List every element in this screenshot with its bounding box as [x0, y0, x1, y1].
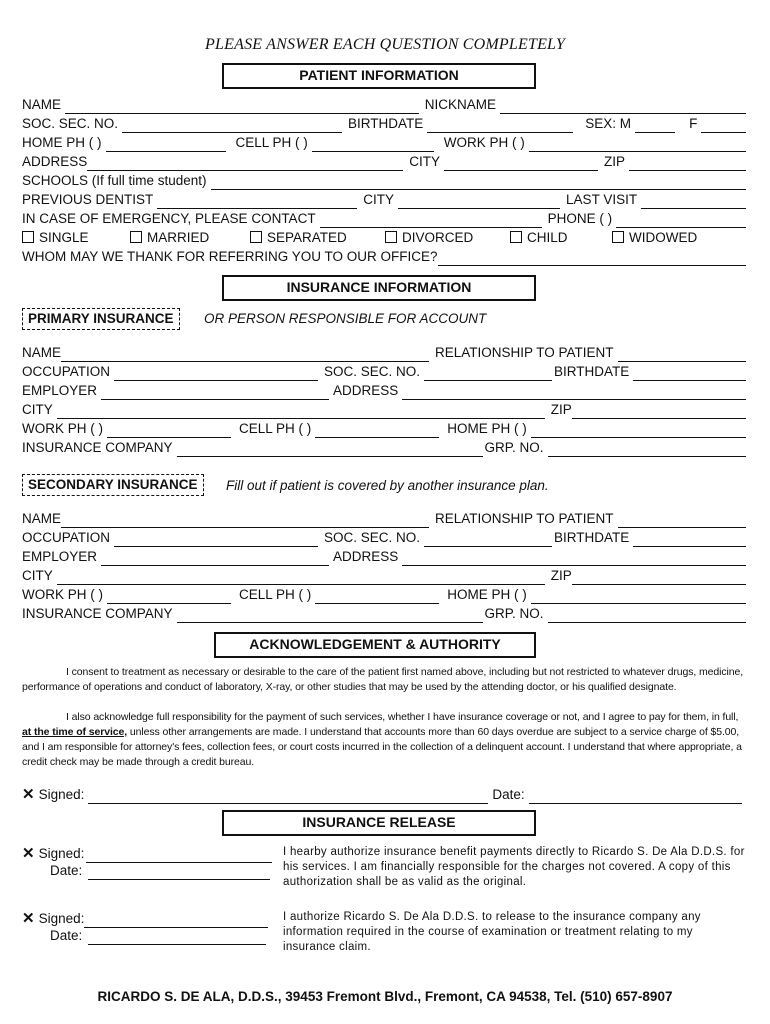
checkbox-icon	[250, 231, 262, 243]
primary-zip-field[interactable]	[572, 404, 746, 419]
checkbox-widowed[interactable]: WIDOWED	[612, 229, 697, 247]
insurance-information-heading: INSURANCE INFORMATION	[222, 275, 536, 301]
secondary-name-field[interactable]	[61, 513, 429, 528]
x-mark-icon: ✕	[22, 910, 35, 927]
insurance-release-heading: INSURANCE RELEASE	[222, 810, 536, 836]
primary-address-field[interactable]	[402, 385, 746, 400]
ack-signature-row: ✕ Signed: Date:	[22, 786, 742, 804]
release-authorization-text-2: I authorize Ricardo S. De Ala D.D.S. to release to the insurance company any information required in the course of examination or treatment relating to my insurance claim.	[283, 911, 701, 953]
primary-insurance-note: OR PERSON RESPONSIBLE FOR ACCOUNT	[204, 311, 487, 326]
marital-status-options	[22, 229, 746, 247]
patient-ssn-field[interactable]	[122, 118, 342, 133]
secondary-birthdate-field[interactable]	[633, 532, 746, 547]
primary-occupation-field[interactable]	[114, 366, 318, 381]
acknowledgement-heading: ACKNOWLEDGEMENT & AUTHORITY	[214, 632, 536, 658]
nickname-field[interactable]	[500, 99, 746, 114]
secondary-insurance-note: Fill out if patient is covered by another insurance plan.	[226, 478, 549, 493]
row-emergency: IN CASE OF EMERGENCY, PLEASE CONTACT PHONE ( )	[22, 210, 746, 228]
previous-dentist-field[interactable]	[157, 194, 357, 209]
primary-ssn-field[interactable]	[424, 366, 552, 381]
row-name-nickname: NAME NICKNAME	[22, 96, 746, 114]
checkbox-separated[interactable]: SEPARATED	[250, 229, 347, 247]
patient-city-field[interactable]	[444, 156, 598, 171]
primary-home-phone-field[interactable]	[531, 423, 746, 438]
release2-signature-field[interactable]	[84, 913, 268, 928]
primary-row-occupation: OCCUPATION SOC. SEC. NO. BIRTHDATE	[22, 363, 746, 381]
release-signature-row-2: ✕ Signed:	[22, 910, 268, 928]
release-date-row-1: Date:	[50, 862, 270, 880]
patient-cell-phone-field[interactable]	[312, 137, 434, 152]
release1-signature-field[interactable]	[86, 848, 272, 863]
sex-f-field[interactable]	[701, 118, 746, 133]
patient-address-field[interactable]	[87, 156, 403, 171]
release-date-row-2: Date:	[50, 927, 266, 945]
release1-date-field[interactable]	[88, 865, 270, 880]
footer-address: RICARDO S. DE ALA, D.D.S., 39453 Fremont Blvd., Fremont, CA 94538, Tel. (510) 657-8907	[97, 989, 673, 1004]
checkbox-icon	[22, 231, 34, 243]
secondary-cell-phone-field[interactable]	[315, 589, 439, 604]
secondary-home-phone-field[interactable]	[531, 589, 746, 604]
patient-information-heading: PATIENT INFORMATION	[222, 63, 536, 89]
referral-field[interactable]	[438, 251, 746, 266]
checkbox-divorced[interactable]: DIVORCED	[385, 229, 473, 247]
secondary-row-name: NAME RELATIONSHIP TO PATIENT	[22, 510, 746, 528]
row-phones: HOME PH ( ) CELL PH ( ) WORK PH ( )	[22, 134, 746, 152]
row-referral: WHOM MAY WE THANK FOR REFERRING YOU TO OUR OFFICE?	[22, 248, 746, 266]
row-address: ADDRESS CITY ZIP	[22, 153, 746, 171]
row-schools: SCHOOLS (If full time student)	[22, 172, 746, 190]
checkbox-child[interactable]: CHILD	[510, 229, 568, 247]
secondary-group-number-field[interactable]	[548, 608, 746, 623]
secondary-row-company: INSURANCE COMPANY GRP. NO.	[22, 605, 746, 623]
secondary-occupation-field[interactable]	[114, 532, 318, 547]
secondary-insurance-tag: SECONDARY INSURANCE	[22, 474, 204, 496]
time-of-service-emphasis: at the time of service,	[22, 726, 128, 738]
primary-name-field[interactable]	[61, 347, 429, 362]
release2-date-field[interactable]	[88, 930, 266, 945]
schools-field[interactable]	[211, 175, 746, 190]
checkbox-icon	[510, 231, 522, 243]
patient-work-phone-field[interactable]	[529, 137, 746, 152]
primary-birthdate-field[interactable]	[633, 366, 746, 381]
secondary-row-occupation: OCCUPATION SOC. SEC. NO. BIRTHDATE	[22, 529, 746, 547]
secondary-company-field[interactable]	[177, 608, 483, 623]
primary-company-field[interactable]	[177, 442, 483, 457]
secondary-zip-field[interactable]	[572, 570, 746, 585]
x-mark-icon: ✕	[22, 845, 35, 862]
secondary-relationship-field[interactable]	[618, 513, 746, 528]
patient-zip-field[interactable]	[629, 156, 746, 171]
primary-row-employer: EMPLOYER ADDRESS	[22, 382, 746, 400]
primary-city-field[interactable]	[57, 404, 545, 419]
ack-date-field[interactable]	[529, 789, 742, 804]
emergency-phone-field[interactable]	[616, 213, 746, 228]
secondary-work-phone-field[interactable]	[107, 589, 231, 604]
primary-row-phones: WORK PH ( ) CELL PH ( ) HOME PH ( )	[22, 420, 746, 438]
ack-signature-field[interactable]	[88, 789, 488, 804]
checkbox-single[interactable]: SINGLE	[22, 229, 89, 247]
primary-employer-field[interactable]	[101, 385, 329, 400]
patient-name-field[interactable]	[65, 99, 419, 114]
primary-row-city: CITY ZIP	[22, 401, 746, 419]
primary-insurance-tag: PRIMARY INSURANCE	[22, 308, 180, 330]
checkbox-icon	[385, 231, 397, 243]
primary-relationship-field[interactable]	[618, 347, 746, 362]
primary-cell-phone-field[interactable]	[315, 423, 439, 438]
primary-row-company: INSURANCE COMPANY GRP. NO.	[22, 439, 746, 457]
payment-paragraph: I also acknowledge full responsibility for the payment of such services, whether I have insurance coverage or not, and I agree to pay for them, in full, at the time of service, unless other arrangements are made. I understand that accounts more than 60 days overdue are subject to a service charge of $5.00, and I am responsible for attorney's fees, collection fees, or court costs incurred in the collection of a delinquent account. I understand that where appropriate, a credit check may be made through a credit bureau.	[22, 711, 742, 768]
checkbox-icon	[130, 231, 142, 243]
x-mark-icon: ✕	[22, 786, 35, 803]
secondary-city-field[interactable]	[57, 570, 545, 585]
sex-m-field[interactable]	[635, 118, 675, 133]
release-authorization-text-1: I hearby authorize insurance benefit payments directly to Ricardo S. De Ala D.D.S. for his services. I am financially responsible for the charges not covered. A copy of this authorization shall be as valid as the original.	[283, 846, 745, 888]
primary-work-phone-field[interactable]	[107, 423, 231, 438]
secondary-row-phones: WORK PH ( ) CELL PH ( ) HOME PH ( )	[22, 586, 746, 604]
secondary-address-field[interactable]	[402, 551, 746, 566]
primary-row-name: NAME RELATIONSHIP TO PATIENT	[22, 344, 746, 362]
dentist-city-field[interactable]	[398, 194, 560, 209]
patient-birthdate-field[interactable]	[427, 118, 573, 133]
checkbox-married[interactable]: MARRIED	[130, 229, 209, 247]
release-signature-row-1: ✕ Signed:	[22, 845, 272, 863]
secondary-ssn-field[interactable]	[424, 532, 552, 547]
secondary-row-city: CITY ZIP	[22, 567, 746, 585]
patient-home-phone-field[interactable]	[106, 137, 226, 152]
last-visit-field[interactable]	[641, 194, 746, 209]
row-previous-dentist: PREVIOUS DENTIST CITY LAST VISIT	[22, 191, 746, 209]
secondary-employer-field[interactable]	[101, 551, 329, 566]
page-title: PLEASE ANSWER EACH QUESTION COMPLETELY	[205, 36, 565, 53]
secondary-row-employer: EMPLOYER ADDRESS	[22, 548, 746, 566]
checkbox-icon	[612, 231, 624, 243]
emergency-contact-field[interactable]	[320, 213, 542, 228]
consent-paragraph: I consent to treatment as necessary or desirable to the care of the patient first named above, including but not restricted to whatever drugs, medicine, performance of operations and conduct of laboratory, X-ray, or other studies that may be used by the attending doctor, or his qualified designate.	[22, 666, 744, 693]
primary-group-number-field[interactable]	[548, 442, 746, 457]
row-ssn-birthdate-sex: SOC. SEC. NO. BIRTHDATE SEX: M F	[22, 115, 746, 133]
